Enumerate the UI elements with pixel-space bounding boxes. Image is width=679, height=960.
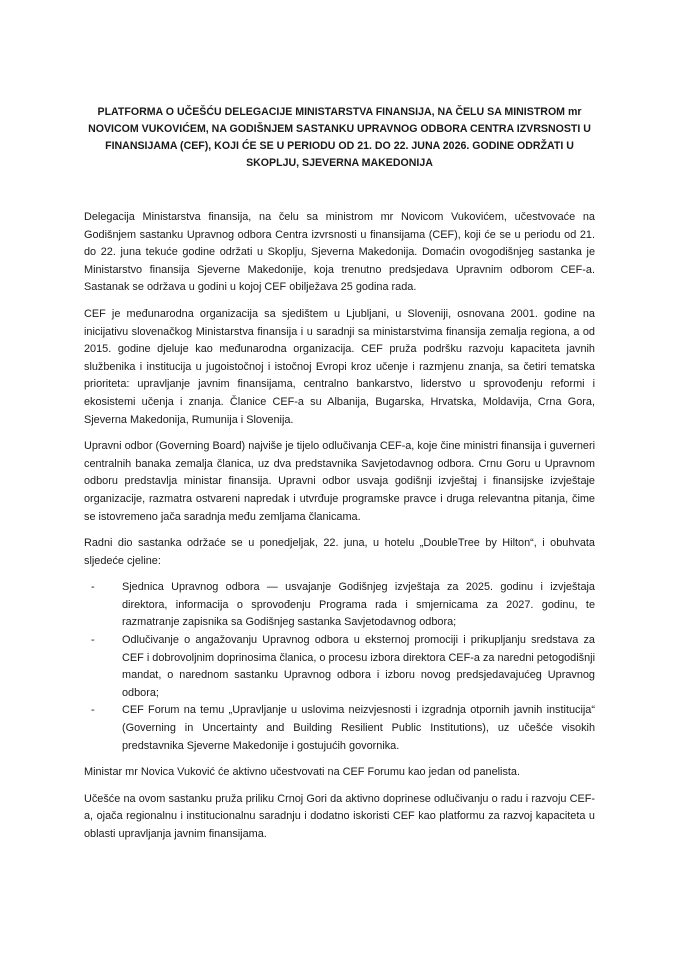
dash-bullet: - bbox=[91, 634, 95, 647]
agenda-list bbox=[84, 579, 595, 755]
agenda-item bbox=[91, 702, 595, 755]
agenda-item-text: CEF Forum na temu „Upravljanje u uslovima neizvjesnosti i izgradnja otpornih javnih institucija“ (Governing in Uncertainty and Building Resilient Public Institutions), uz učešće visokih predstavnika Sjeverne Makedonije i gostujućih govornika. bbox=[122, 704, 595, 752]
paragraph-agenda-intro: Radni dio sastanka održaće se u ponedjeljak, 22. juna, u hotelu „DoubleTree by Hilton“, i obuhvata sljedeće cjeline: bbox=[84, 537, 595, 567]
agenda-item bbox=[91, 579, 595, 632]
document-title: PLATFORMA O UČEŠĆU DELEGACIJE MINISTARSTVA FINANSIJA, NA ČELU SA MINISTROM mr NOVICOM VUKOVIĆEM, NA GODIŠNJEM SASTANKU UPRAVNOG ODBORA CENTRA IZVRSNOSTI U FINANSIJAMA (CEF), KOJI ĆE SE U PERIODU OD 21. DO 22. JUNA 2026. GODINE ODRŽATI U SKOPLJU, SJEVERNA MAKEDONIJA bbox=[88, 106, 591, 169]
paragraph-governing-board: Upravni odbor (Governing Board) najviše je tijelo odlučivanja CEF-a, koje čine ministri finansija i guverneri centralnih banaka zemalja članica, uz dva predstavnika Savjetodavnog odbora. Crnu Goru u Upravnom odboru predstavlja ministar finansija. Upravni odbor usvaja godišnji izvještaj i finansijske izvještaje organizacije, razmatra ostvareni napredak i utvrđuje programske pravce i druga relevantna pitanja, čime se istovremeno jača saradnja među zemljama članicama. bbox=[84, 440, 595, 523]
paragraph-minister-forum: Ministar mr Novica Vuković će aktivno učestvovati na CEF Forumu kao jedan od panelista. bbox=[84, 766, 521, 779]
paragraph-cef-about: CEF je međunarodna organizacija sa sjedištem u Ljubljani, u Sloveniji, osnovana 2001. godine na inicijativu slovenačkog Ministarstva finansija i u saradnji sa ministarstvima finansija zemalja regiona, a od 2015. godine djeluje kao međunarodna organizacija. CEF pruža podršku razvoju kapaciteta javnih službenika i institucija u jugoistočnoj i istočnoj Evropi kroz učenje i razmjenu znanja, sa četiri tematska prioriteta: upravljanje javnim finansijama, centralno bankarstvo, liderstvo u sprovođenju reformi i ekosistemi učenja i znanja. Članice CEF-a su Albanija, Bugarska, Hrvatska, Moldavija, Crna Gora, Sjeverna Makedonija, Rumunija i Slovenija. bbox=[84, 307, 595, 426]
agenda-item-text: Sjednica Upravnog odbora — usvajanje Godišnjeg izvještaja za 2025. godinu i izvještaja direktora, informacija o sprovođenju Programa rada i smjernicama za 2027. godinu, te razmatranje zapisnika sa Godišnjeg sastanka Savjetodavnog odbora; bbox=[122, 581, 595, 629]
agenda-item-text: Odlučivanje o angažovanju Upravnog odbora u eksternoj promociji i prikupljanju sredstava za CEF i dobrovoljnim doprinosima članica, o procesu izbora direktora CEF-a za naredni petogodišnji mandat, o narednom sastanku Upravnog odbora i izboru novog predsjedavajućeg Upravnog odbora; bbox=[122, 634, 595, 699]
paragraph-delegation: Delegacija Ministarstva finansija, na čelu sa ministrom mr Novicom Vukovićem, učestvovaće na Godišnjem sastanku Upravnog odbora Centra izvrsnosti u finansijama (CEF), koji će se u periodu od 21. do 22. juna tekuće godine održati u Skoplju, Sjeverna Makedonija. Domaćin ovogodišnjeg sastanka je Ministarstvo finansija Sjeverne Makedonije, koja trenutno predsjedava Upravnim odborom CEF-a. Sastanak se održava u godini u kojoj CEF obilježava 25 godina rada. bbox=[84, 211, 595, 294]
dash-bullet: - bbox=[91, 704, 95, 717]
paragraph-conclusion: Učešće na ovom sastanku pruža priliku Crnoj Gori da aktivno doprinese odlučivanju o radu i razvoju CEF-a, ojača regionalnu i institucionalnu saradnju i dodatno iskoristi CEF kao platformu za razvoj kapaciteta u oblasti upravljanja javnim finansijama. bbox=[84, 792, 595, 840]
agenda-item bbox=[91, 632, 595, 702]
dash-bullet: - bbox=[91, 581, 95, 594]
